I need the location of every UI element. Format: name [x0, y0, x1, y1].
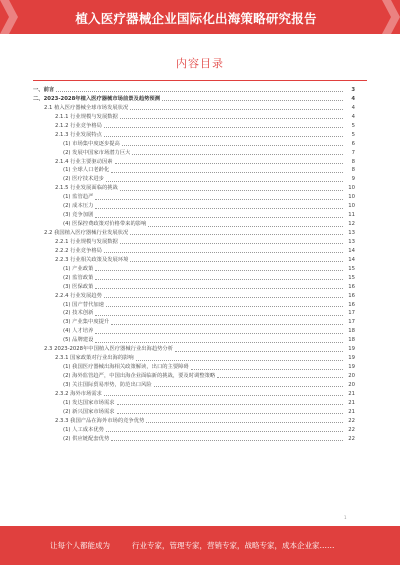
toc-entry-text: (4) 人才培养 [63, 328, 94, 335]
toc-entry-page: 8 [351, 158, 355, 165]
toc-entry-text: (2) 医疗技术进步 [63, 176, 104, 183]
toc-entry[interactable] [33, 149, 355, 158]
toc-entry[interactable] [33, 166, 355, 175]
toc-entry-page: 20 [348, 373, 355, 379]
toc-leader-dots [95, 288, 343, 289]
toc-entry-page: 20 [348, 381, 355, 388]
toc-entry-page: 10 [348, 194, 355, 201]
toc-entry[interactable] [33, 86, 355, 95]
toc-entry-text: 2.3.1 国家政策对行业出海的影响 [55, 355, 134, 362]
toc-leader-dots [175, 351, 343, 352]
toc-entry-text: (1) 发达国家市场需求 [63, 399, 115, 406]
toc-entry[interactable] [33, 417, 355, 426]
toc-entry-text: 2.1.5 行业发展面临的挑战 [55, 185, 118, 192]
table-of-contents [33, 86, 355, 444]
toc-leader-dots [104, 297, 343, 298]
toc-entry-text: (1) 国产替代加速 [63, 301, 104, 308]
toc-leader-dots [136, 360, 343, 361]
toc-entry-page: 16 [348, 283, 355, 290]
toc-entry-text: 2.2.1 行业规模与发展数据 [55, 238, 118, 245]
chevron-decoration-right [382, 0, 400, 34]
toc-entry[interactable] [33, 381, 355, 390]
toc-entry[interactable] [33, 104, 355, 113]
toc-entry-text: (1) 产业政策 [63, 265, 94, 272]
report-header [0, 0, 400, 34]
toc-leader-dots [104, 252, 343, 253]
toc-entry-text: (3) 产业集中度提升 [63, 319, 110, 326]
toc-entry[interactable] [33, 95, 355, 104]
toc-entry-text: (1) 全球人口老龄化 [63, 167, 110, 174]
toc-leader-dots [120, 118, 343, 119]
toc-entry-page: 5 [351, 131, 355, 138]
toc-entry[interactable] [33, 408, 355, 417]
toc-entry-page: 22 [348, 426, 355, 433]
toc-entry-text: 2.2.3 行业相关政策及发展环境 [55, 256, 129, 263]
toc-entry-text: (2) 供应链配套优势 [63, 435, 110, 442]
toc-entry-page: 13 [348, 238, 355, 245]
toc-entry[interactable] [33, 309, 355, 318]
toc-entry[interactable] [33, 283, 355, 292]
toc-entry[interactable] [33, 318, 355, 327]
toc-leader-dots [95, 217, 343, 218]
toc-leader-dots [95, 315, 343, 316]
toc-entry-text: (2) 发展中国家市场潜力巨大 [63, 149, 131, 156]
toc-entry-page: 19 [348, 346, 355, 353]
toc-entry-text: (3) 竞争加剧 [63, 212, 94, 219]
toc-leader-dots [120, 243, 343, 244]
toc-entry[interactable] [33, 184, 355, 193]
toc-entry-text: 2.1.4 行业主要驱动因素 [55, 158, 113, 165]
toc-entry-page: 16 [348, 301, 355, 308]
toc-entry-text: 2.3.2 海外市场需求 [55, 390, 102, 397]
toc-entry[interactable] [33, 265, 355, 274]
toc-entry-text: (4) 医保控费政策对价格带来的影响 [63, 221, 147, 228]
toc-entry[interactable] [33, 292, 355, 301]
toc-entry-text: (2) 新兴国家市场需求 [63, 408, 115, 415]
toc-entry[interactable] [33, 247, 355, 256]
toc-entry-page: 4 [351, 104, 355, 111]
toc-leader-dots [111, 172, 343, 173]
toc-leader-dots [95, 270, 343, 271]
toc-entry-page: 4 [351, 95, 355, 102]
footer-slogan-right: 行业专家，管理专家，营销专家，战略专家，成本企业家…… [132, 541, 335, 550]
toc-leader-dots [154, 386, 343, 387]
toc-leader-dots [106, 431, 343, 432]
toc-entry[interactable] [33, 435, 355, 444]
toc-entry-page: 7 [351, 149, 355, 156]
toc-leader-dots [120, 190, 343, 191]
toc-entry-text: 2.2.2 行业竞争格局 [55, 247, 102, 254]
toc-leader-dots [106, 181, 343, 182]
toc-leader-dots [106, 306, 343, 307]
toc-entry[interactable] [33, 158, 355, 167]
toc-leader-dots [191, 369, 343, 370]
toc-entry-page: 9 [351, 176, 355, 183]
toc-entry[interactable] [33, 336, 355, 345]
toc-entry[interactable] [33, 426, 355, 435]
toc-leader-dots [95, 199, 343, 200]
toc-entry[interactable] [33, 140, 355, 149]
toc-entry-page: 18 [348, 328, 355, 335]
toc-entry-text: (1) 市场集中度逐步提高 [63, 140, 120, 147]
toc-entry[interactable] [33, 113, 355, 122]
report-footer [0, 526, 400, 565]
toc-entry[interactable] [33, 122, 355, 131]
toc-entry-page: 17 [348, 319, 355, 326]
toc-entry[interactable] [33, 256, 355, 265]
toc-entry-page: 19 [348, 364, 355, 371]
toc-entry-page: 10 [348, 185, 355, 192]
toc-entry[interactable] [33, 354, 355, 363]
toc-leader-dots [130, 109, 343, 110]
toc-leader-dots [104, 127, 343, 128]
toc-entry-page: 21 [348, 399, 355, 406]
toc-entry-page: 12 [348, 221, 355, 228]
toc-leader-dots [117, 404, 343, 405]
toc-entry[interactable] [33, 399, 355, 408]
toc-entry-page: 3 [351, 87, 355, 93]
toc-entry-page: 14 [348, 247, 355, 254]
toc-entry-text: (3) 医保政策 [63, 283, 94, 290]
toc-entry[interactable] [33, 363, 355, 372]
toc-leader-dots [104, 395, 343, 396]
toc-entry-page: 15 [348, 274, 355, 281]
toc-leader-dots [56, 91, 343, 92]
toc-entry-page: 8 [351, 167, 355, 174]
toc-leader-dots [95, 279, 343, 280]
toc-entry-text: 2.1.2 行业竞争格局 [55, 122, 102, 129]
toc-entry-page: 14 [348, 256, 355, 263]
toc-entry-page: 6 [351, 140, 355, 147]
toc-entry-text: (1) 监管趋严 [63, 194, 94, 201]
toc-entry-page: 21 [348, 408, 355, 415]
toc-entry[interactable] [33, 211, 355, 220]
toc-leader-dots [95, 342, 343, 343]
toc-entry[interactable] [33, 327, 355, 336]
toc-entry-text: 2.1 植入医疗器械全球市场发展状况 [44, 104, 129, 111]
toc-entry-page: 11 [348, 212, 355, 219]
toc-entry-page: 19 [348, 355, 355, 362]
toc-entry[interactable] [33, 202, 355, 211]
toc-leader-dots [132, 154, 343, 155]
toc-entry-text: 一、前言 [33, 87, 55, 93]
toc-leader-dots [146, 422, 343, 423]
toc-leader-dots [217, 377, 343, 378]
toc-entry-page: 22 [348, 435, 355, 442]
toc-leader-dots [130, 234, 343, 235]
toc-leader-dots [117, 413, 343, 414]
toc-entry-text: (2) 监管政策 [63, 274, 94, 281]
toc-title: 内容目录 [176, 57, 224, 70]
toc-entry[interactable] [33, 390, 355, 399]
toc-leader-dots [95, 208, 343, 209]
toc-divider [33, 80, 367, 81]
toc-entry-page: 21 [348, 390, 355, 397]
toc-entry-text: (2) 技术创新 [63, 310, 94, 317]
toc-entry-text: (1) 人工成本优势 [63, 426, 104, 433]
toc-entry-page: 16 [348, 292, 355, 299]
toc-entry[interactable] [33, 301, 355, 310]
toc-leader-dots [122, 145, 343, 146]
toc-leader-dots [115, 163, 343, 164]
toc-entry-text: 2.1.1 行业规模与发展数据 [55, 113, 118, 120]
toc-entry-page: 10 [348, 203, 355, 210]
toc-entry-text: 2.1.3 行业发展特点 [55, 131, 102, 138]
toc-entry-text: 二、2023-2028年植入医疗器械市场前景及趋势预测 [33, 95, 161, 102]
toc-entry-page: 4 [351, 113, 355, 120]
toc-leader-dots [95, 333, 343, 334]
toc-leader-dots [104, 136, 343, 137]
toc-entry-text: 2.2 我国植入医疗器械行业发展状况 [44, 230, 129, 236]
toc-entry-text: (1) 我国医疗器械出海相关政策解读，出口的主要障碍 [63, 364, 189, 371]
toc-entry[interactable] [33, 193, 355, 202]
toc-entry-page: 17 [348, 310, 355, 317]
toc-leader-dots [111, 324, 343, 325]
toc-entry[interactable] [33, 372, 355, 381]
toc-entry[interactable] [33, 229, 355, 238]
toc-entry-page: 18 [348, 337, 355, 344]
toc-entry-page: 5 [351, 122, 355, 129]
toc-entry[interactable] [33, 220, 355, 229]
toc-entry-page: 22 [348, 417, 355, 424]
toc-leader-dots [162, 100, 343, 101]
page-number: 1 [344, 515, 347, 520]
toc-entry-page: 13 [348, 230, 355, 236]
toc-entry[interactable] [33, 345, 355, 354]
chevron-decoration-left [0, 0, 18, 34]
toc-entry-text: 2.3 2023-2028年中国植入医疗器械行业出海趋势分析 [44, 346, 174, 353]
toc-leader-dots [148, 226, 343, 227]
toc-entry[interactable] [33, 175, 355, 184]
toc-entry-text: (3) 关注国际贸易形势，防范出口风险 [63, 381, 152, 388]
toc-entry[interactable] [33, 274, 355, 283]
report-title: 植入医疗器械企业国际化出海策略研究报告 [75, 11, 317, 26]
footer-slogan-left: 让每个人都能成为 [50, 541, 110, 550]
toc-entry-text: 2.2.4 行业发展趋势 [55, 292, 102, 299]
toc-entry[interactable] [33, 131, 355, 140]
toc-leader-dots [130, 261, 343, 262]
toc-entry-text: (2) 海外监管趋严，中国出海企业面临新的挑战，要及时调整策略 [63, 373, 216, 379]
toc-entry-text: (2) 成本压力 [63, 203, 94, 210]
toc-entry-page: 15 [348, 265, 355, 272]
toc-entry-text: 2.3.3 我国产品在海外市场的竞争优势 [55, 417, 145, 424]
toc-entry-text: (5) 品牌建设 [63, 337, 94, 344]
toc-entry[interactable] [33, 238, 355, 247]
toc-leader-dots [111, 440, 343, 441]
